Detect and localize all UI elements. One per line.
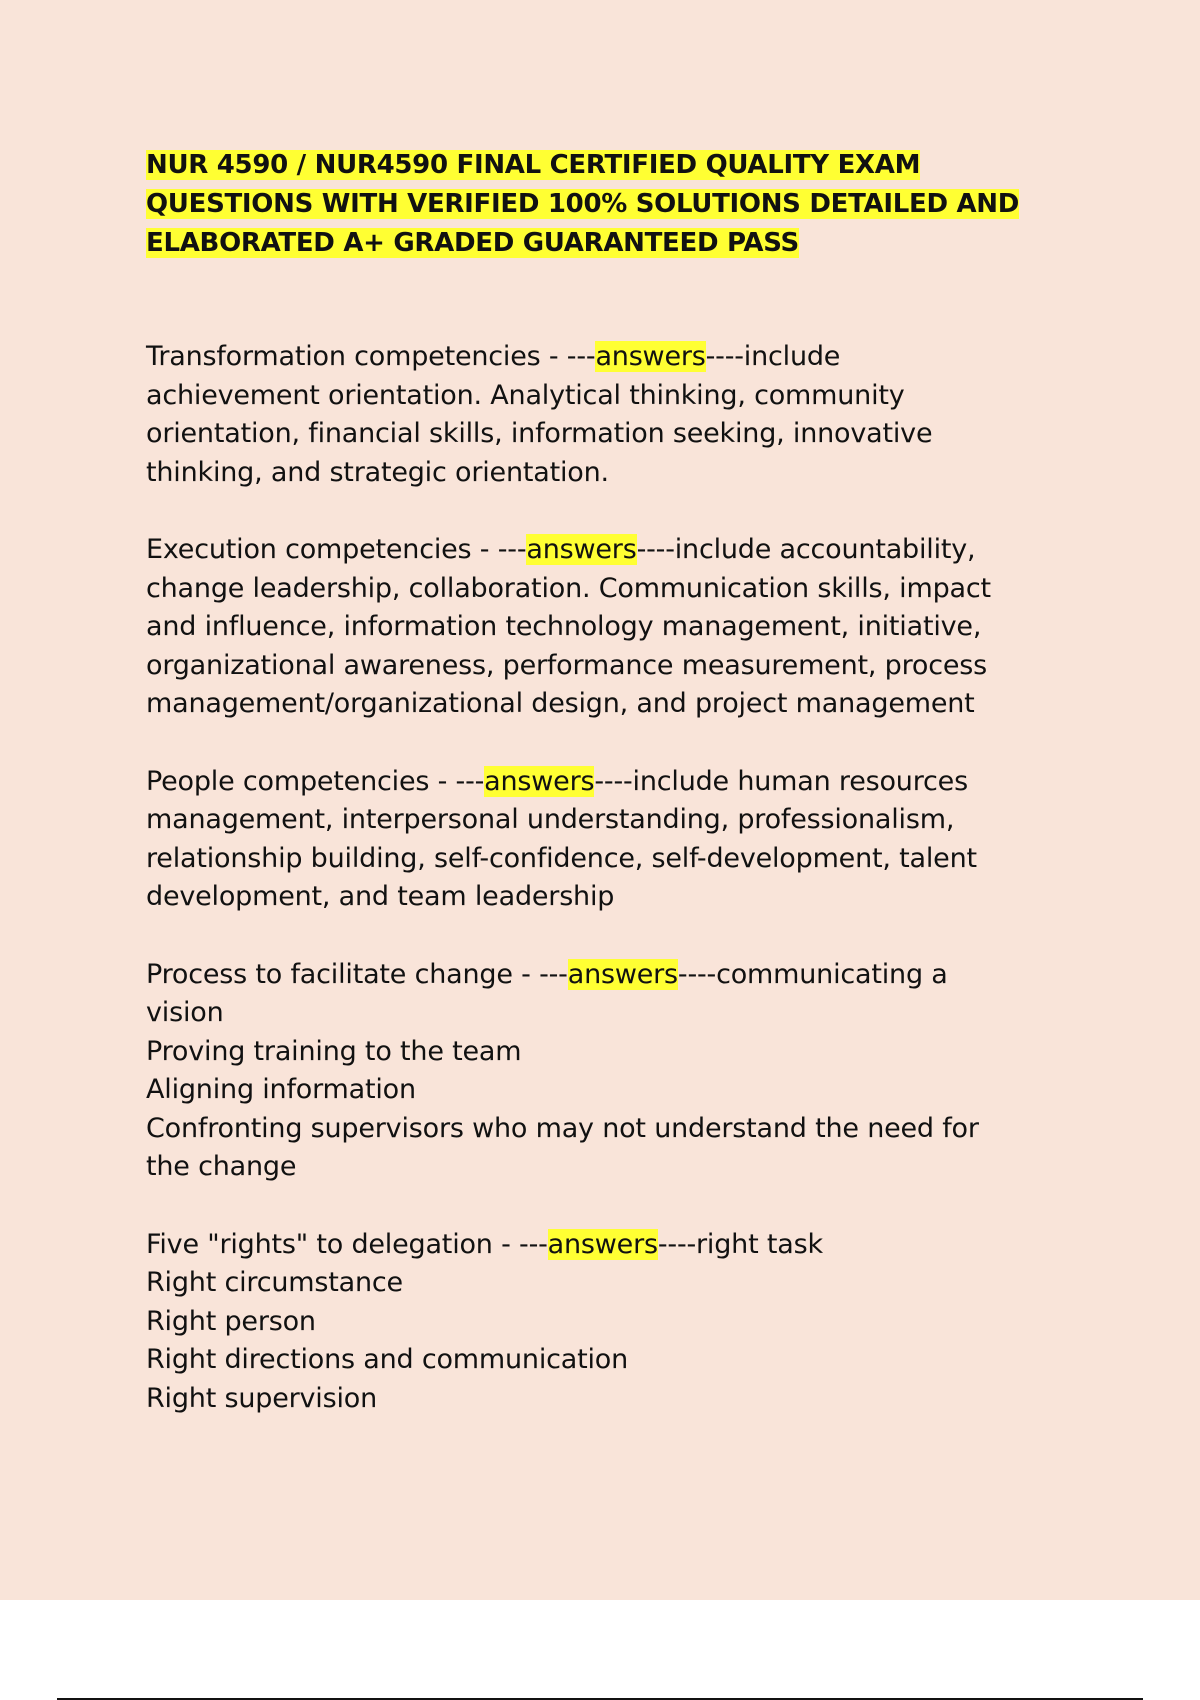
qa-answer-line: relationship building, self-confidence, self-development, talent <box>146 842 977 874</box>
qa-answer-line: and influence, information technology management, initiative, <box>146 611 982 642</box>
title-line-1: NUR 4590 / NUR4590 FINAL CERTIFIED QUALITY EXAM <box>146 150 921 180</box>
qa-answer-line: organizational awareness, performance measurement, process <box>146 649 988 681</box>
qa-first-line <box>146 956 1146 995</box>
qa-answer-line: Right directions and communication <box>146 1344 629 1375</box>
qa-answer-start: ----right task <box>657 1228 823 1260</box>
qa-first-line <box>146 531 1146 570</box>
qa-answer-line: Right circumstance <box>146 1267 403 1298</box>
qa-answer-line: vision <box>146 997 224 1028</box>
answers-highlight: answers <box>547 1228 658 1260</box>
qa-answer-line: orientation, financial skills, information seeking, innovative <box>146 418 933 449</box>
document-title <box>146 146 1146 263</box>
qa-answer-start: ----communicating a <box>677 958 948 990</box>
qa-item-delegation <box>146 1226 1146 1419</box>
qa-first-line <box>146 763 1146 802</box>
answers-highlight: answers <box>484 765 595 797</box>
qa-answer-line: Right person <box>146 1305 316 1337</box>
qa-answer-line: thinking, and strategic orientation. <box>146 456 609 488</box>
qa-answer-line: management, interpersonal understanding, professionalism, <box>146 804 955 835</box>
qa-answer-start: ----include <box>705 341 841 372</box>
qa-answer-start: ----include human resources <box>594 765 968 797</box>
document-content <box>146 146 1146 1418</box>
qa-answer-line: the change <box>146 1151 297 1182</box>
qa-answer-start: ----include accountability, <box>636 534 976 565</box>
qa-answer-line: change leadership, collaboration. Communication skills, impact <box>146 572 991 604</box>
answers-highlight: answers <box>567 958 678 990</box>
qa-first-line <box>146 338 1146 377</box>
qa-item-transformation <box>146 338 1146 492</box>
qa-answer-line: Confronting supervisors who may not understand the need for <box>146 1112 979 1144</box>
qa-first-line <box>146 1226 1146 1265</box>
qa-term: Execution competencies - --- <box>146 534 527 565</box>
qa-answer-line: management/organizational design, and project management <box>146 688 975 719</box>
qa-term: Transformation competencies - --- <box>146 341 596 372</box>
answers-highlight: answers <box>595 341 706 372</box>
qa-answer-line: achievement orientation. Analytical thinking, community <box>146 379 905 411</box>
answers-highlight: answers <box>526 534 637 565</box>
qa-item-people <box>146 763 1146 917</box>
qa-answer-line: Right supervision <box>146 1382 377 1414</box>
qa-answer-line: Proving training to the team <box>146 1035 522 1067</box>
qa-item-execution <box>146 531 1146 724</box>
qa-term: Five "rights" to delegation - --- <box>146 1228 548 1260</box>
qa-item-facilitate-change <box>146 956 1146 1187</box>
qa-term: Process to facilitate change - --- <box>146 958 568 990</box>
qa-answer-line: Aligning information <box>146 1074 416 1105</box>
title-line-2: QUESTIONS WITH VERIFIED 100% SOLUTIONS DETAILED AND <box>146 189 1020 219</box>
qa-answer-line: development, and team leadership <box>146 881 615 912</box>
qa-term: People competencies - --- <box>146 765 485 797</box>
title-line-3: ELABORATED A+ GRADED GUARANTEED PASS <box>146 228 799 258</box>
